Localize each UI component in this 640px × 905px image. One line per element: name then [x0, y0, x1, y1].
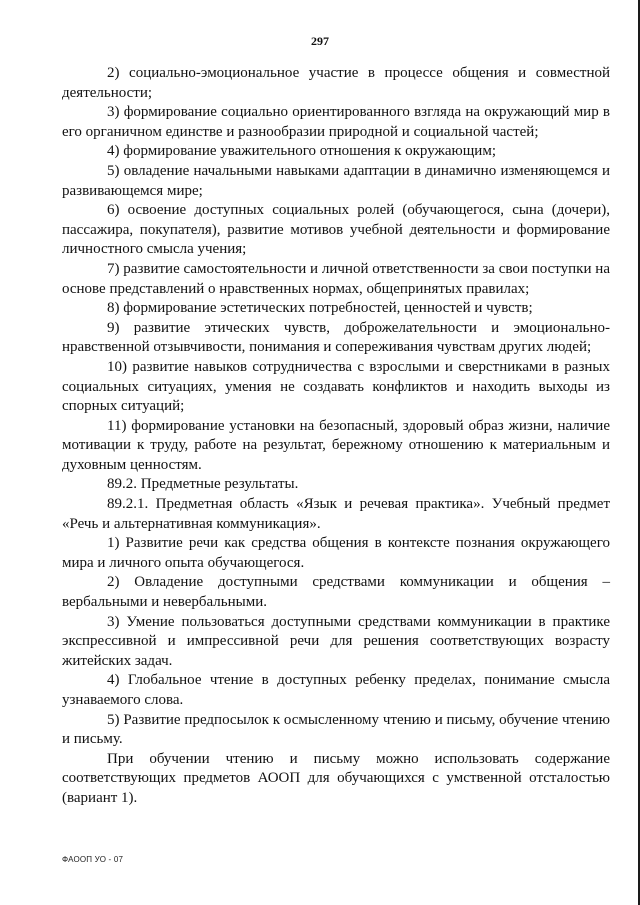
paragraph-subject-results-heading: 89.2. Предметные результаты.: [107, 476, 299, 493]
paragraph-reading-prerequisites: 5) Развитие предпосылок к осмысленному чтению и письму, обучение чтению и письму.: [62, 711, 610, 748]
paragraph-adaptation-skills: 5) овладение начальными навыками адаптации в динамично изменяющемся и развивающемся мире;: [62, 162, 610, 199]
document-footer: ФАООП УО - 07: [62, 855, 124, 864]
paragraph-independence: 7) развитие самостоятельности и личной ответственности за свои поступки на основе представлений о нравственных нормах, общепринятых правилах;: [62, 260, 610, 297]
paragraph-communication-means: 2) Овладение доступными средствами коммуникации и общения – вербальными и невербальными.: [62, 574, 610, 611]
paragraph-social-emotional-participation: 2) социально-эмоциональное участие в процессе общения и совместной деятельности;: [62, 65, 610, 101]
paragraph-ethical-feelings: 9) развитие этических чувств, доброжелательности и эмоционально-нравственной отзывчивости, понимания и сопереживания чувствам других людей;: [62, 319, 610, 356]
paragraph-expressive-speech: 3) Умение пользоваться доступными средствами коммуникации в практике экспрессивной и импрессивной речи для решения соответствующих возрасту житейских задач.: [62, 613, 610, 669]
paragraph-respectful-attitude: 4) формирование уважительного отношения к окружающим;: [107, 143, 496, 160]
paragraph-speech-development: 1) Развитие речи как средства общения в контексте познания окружающего мира и личного опыта обучающегося.: [62, 535, 610, 571]
paragraph-social-roles: 6) освоение доступных социальных ролей (обучающегося, сына (дочери), пассажира, покупателя), развитие мотивов учебной деятельности и формирование личностного смысла учения;: [62, 202, 610, 258]
paragraph-aesthetic-needs: 8) формирование эстетических потребностей, ценностей и чувств;: [107, 300, 533, 317]
page-number: 297: [311, 34, 329, 48]
paragraph-healthy-lifestyle: 11) формирование установки на безопасный, здоровый образ жизни, наличие мотивации к труду, работе на результат, бережному отношению к материальным и духовным ценностям.: [62, 417, 610, 473]
paragraph-socially-oriented-view: 3) формирование социально ориентированного взгляда на окружающий мир в его органичном единстве и разнообразии природной и социальной частей;: [62, 104, 610, 140]
document-body: [62, 64, 610, 809]
paragraph-cooperation-skills: 10) развитие навыков сотрудничества с взрослыми и сверстниками в разных социальных ситуациях, умения не создавать конфликтов и находить выходы из спорных ситуаций;: [62, 358, 610, 415]
paragraph-subject-area: 89.2.1. Предметная область «Язык и речевая практика». Учебный предмет «Речь и альтернативная коммуникация».: [62, 496, 610, 532]
paragraph-global-reading: 4) Глобальное чтение в доступных ребенку пределах, понимание смысла узнаваемого слова.: [62, 672, 610, 708]
paragraph-teaching-note: При обучении чтению и письму можно использовать содержание соответствующих предметов АООП для обучающихся с умственной отсталостью (вариант 1).: [62, 750, 610, 806]
